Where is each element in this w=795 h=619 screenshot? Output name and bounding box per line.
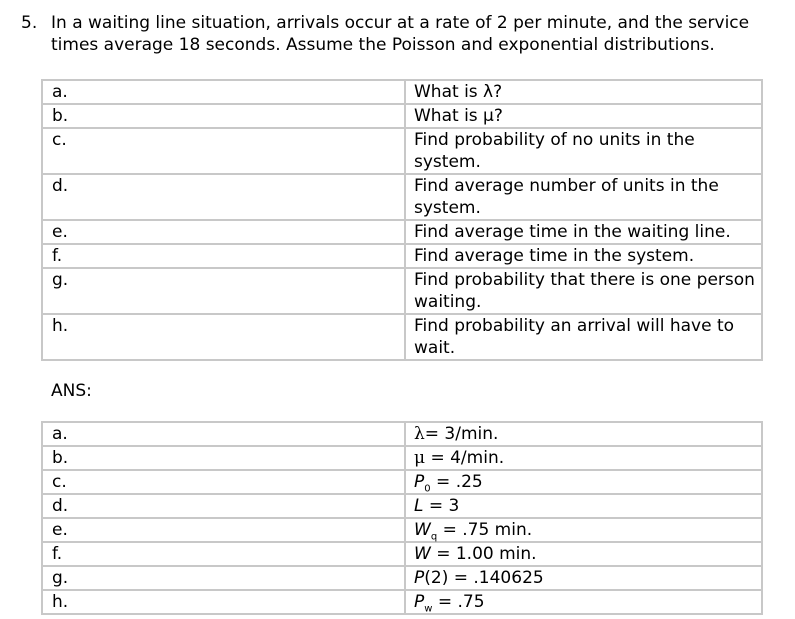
answer-row [42,566,762,590]
answer-label: a. [42,422,405,446]
answer-row [42,518,762,542]
answer-cell [405,494,762,518]
question-text: Find probability an arrival will have to wait. [405,314,762,360]
question-text: Find probability that there is one person waiting. [405,268,762,314]
answer-symbol: P [414,568,425,588]
answer-symbol: P [414,472,425,492]
answer-symbol: P [414,592,425,612]
question-label: h. [42,314,405,360]
answer-symbol: W [414,520,431,540]
answer-subscript: w [424,603,433,615]
question-label: d. [42,174,405,220]
answer-value: = 3/min. [424,424,499,444]
answer-cell [405,566,762,590]
question-row [42,128,762,174]
answer-label: b. [42,446,405,470]
answer-cell [405,446,762,470]
question-label: e. [42,220,405,244]
answer-value: = 3 [423,496,460,516]
question-row [42,244,762,268]
answer-symbol: λ [414,424,425,444]
question-label: c. [42,128,405,174]
answer-symbol: μ [414,448,426,468]
answer-cell [405,590,762,614]
answer-row [42,470,762,494]
answer-row [42,542,762,566]
question-row [42,80,762,104]
answers-heading: ANS: [51,381,92,401]
question-row [42,220,762,244]
question-text: What is μ? [405,104,762,128]
question-label: b. [42,104,405,128]
problem-text: In a waiting line situation, arrivals occur at a rate of 2 per minute, and the service times average 18 seconds. Assume the Poisson and exponential distributions. [51,13,750,55]
question-row [42,314,762,360]
answer-row [42,446,762,470]
answer-cell [405,518,762,542]
answer-row [42,422,762,446]
answer-cell [405,422,762,446]
problem-number: 5. [21,13,38,33]
answer-subscript: 0 [424,483,431,495]
answer-value: = 4/min. [425,448,505,468]
answer-label: f. [42,542,405,566]
question-text: Find probability of no units in the system. [405,128,762,174]
question-text: What is λ? [405,80,762,104]
answer-label: h. [42,590,405,614]
answer-cell [405,542,762,566]
answer-label: e. [42,518,405,542]
question-label: a. [42,80,405,104]
answer-value: = 1.00 min. [430,544,537,564]
question-text: Find average time in the waiting line. [405,220,762,244]
question-label: f. [42,244,405,268]
answer-value: = .75 [432,592,485,612]
answer-label: c. [42,470,405,494]
question-row [42,174,762,220]
answers-table [41,421,763,615]
answer-value: = .25 [430,472,483,492]
answer-row [42,494,762,518]
answer-symbol: W [414,544,431,564]
answer-symbol: L [414,496,424,516]
question-text: Find average number of units in the system. [405,174,762,220]
answer-value: (2) = .140625 [424,568,544,588]
question-row [42,268,762,314]
answer-row [42,590,762,614]
answer-value: = .75 min. [437,520,533,540]
answer-subscript: q [430,531,438,543]
questions-table [41,79,763,361]
answer-label: d. [42,494,405,518]
question-label: g. [42,268,405,314]
question-text: Find average time in the system. [405,244,762,268]
question-row [42,104,762,128]
answer-label: g. [42,566,405,590]
answer-cell [405,470,762,494]
